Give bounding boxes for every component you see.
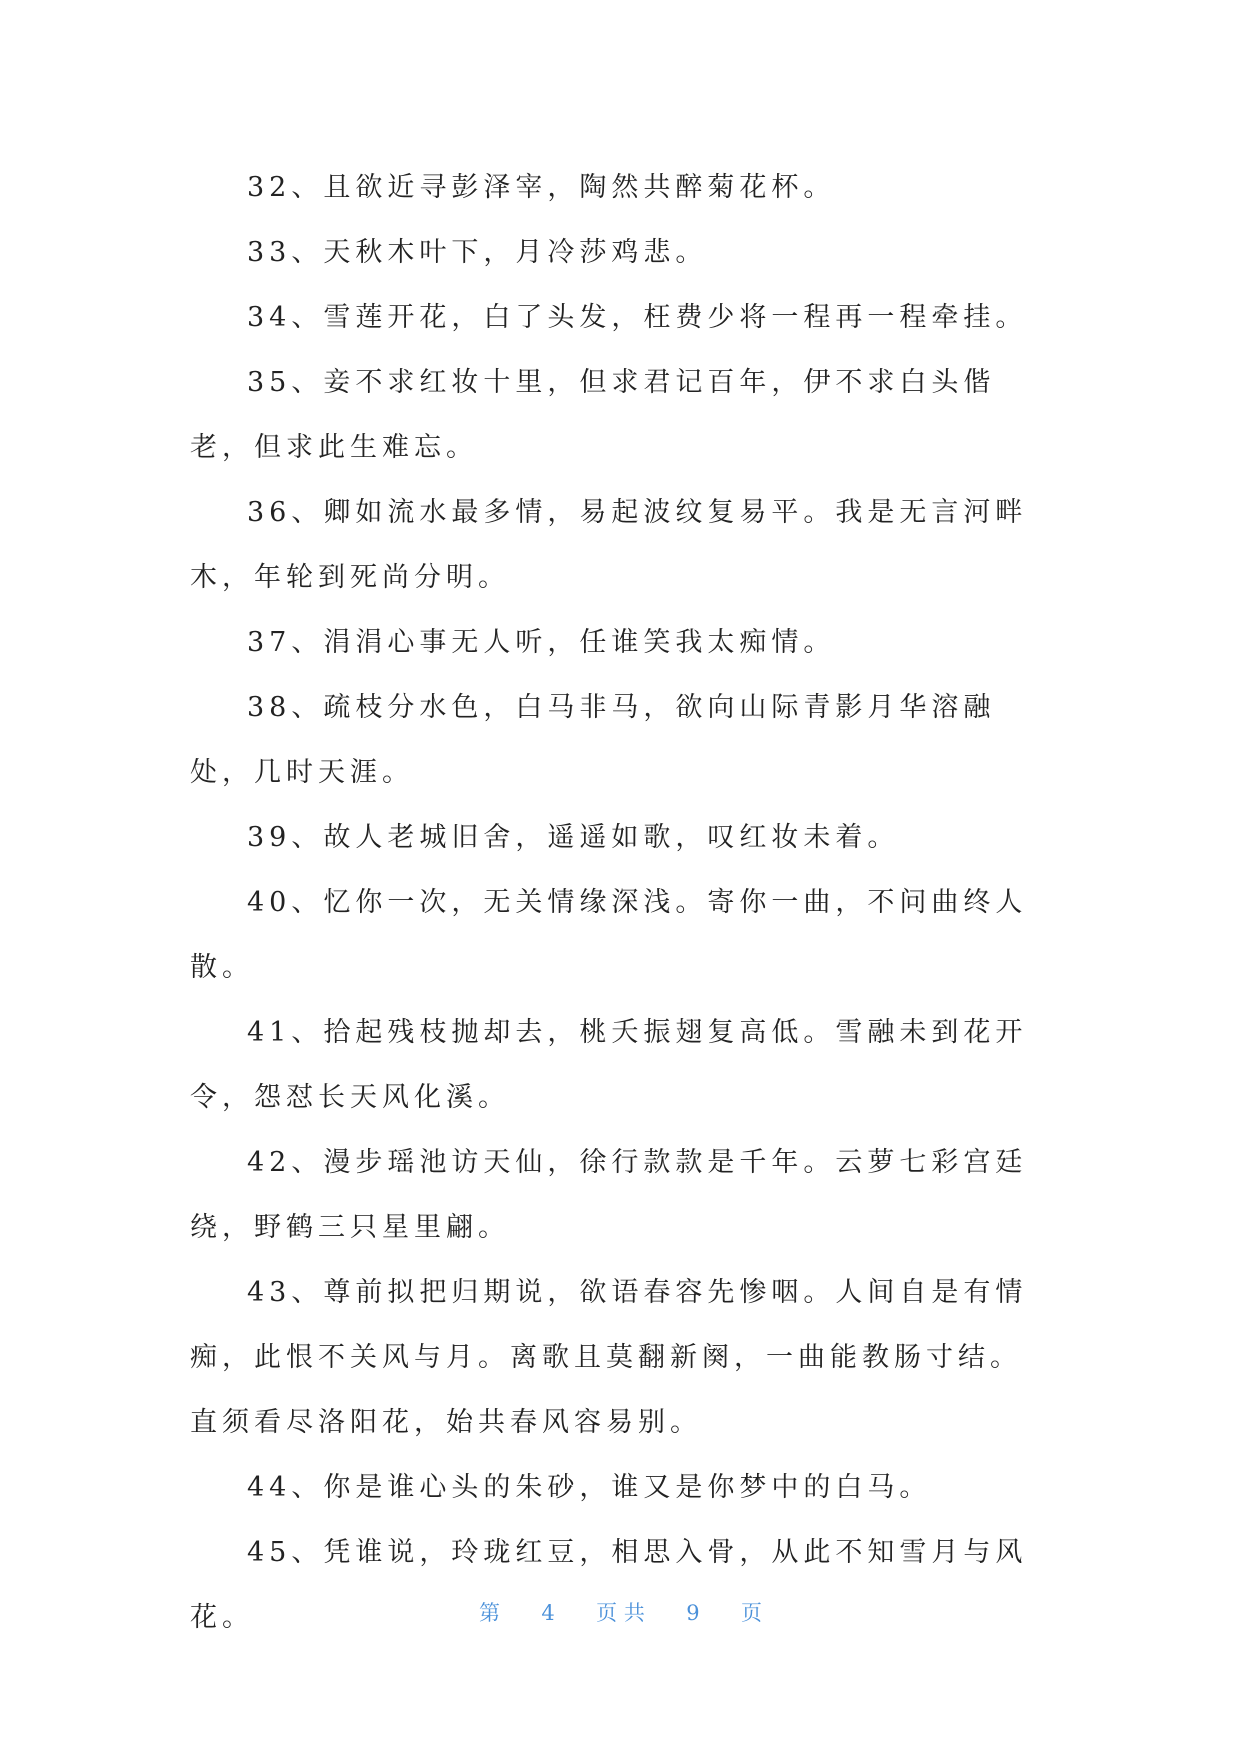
paragraph-43: 43、尊前拟把归期说，欲语春容先惨咽。人间自是有情痴，此恨不关风与月。离歌且莫翻新阕，一曲能教肠寸结。直须看尽洛阳花，始共春风容易别。: [190, 1277, 1028, 1438]
paragraph-41: 41、拾起残枝抛却去，桃夭振翅复高低。雪融未到花开令，怨怼长天风化溪。: [190, 1017, 1028, 1113]
footer-suffix: 页: [740, 1601, 762, 1625]
paragraph-39: 39、故人老城旧舍，遥遥如歌，叹红妆未着。: [247, 822, 900, 853]
paragraph-33: 33、天秋木叶下，月冷莎鸡悲。: [247, 237, 708, 268]
paragraph-38: 38、疏枝分水色，白马非马，欲向山际青影月华溶融处，几时天涯。: [190, 692, 996, 788]
paragraph-32: 32、且欲近寻彭泽宰，陶然共醉菊花杯。: [247, 172, 836, 203]
footer-current-page: 4: [541, 1601, 555, 1625]
paragraph-36: 36、卿如流水最多情，易起波纹复易平。我是无言河畔木，年轮到死尚分明。: [190, 497, 1028, 593]
page-footer: [0, 1597, 1241, 1627]
paragraph-40: 40、忆你一次，无关情缘深浅。寄你一曲，不问曲终人散。: [190, 887, 1028, 983]
footer-prefix: 第: [479, 1601, 501, 1625]
footer-middle: 页 共: [596, 1601, 645, 1625]
paragraph-35: 35、妾不求红妆十里，但求君记百年，伊不求白头偕老，但求此生难忘。: [190, 367, 996, 463]
paragraph-34: 34、雪莲开花，白了头发，枉费少将一程再一程牵挂。: [247, 302, 1028, 333]
paragraph-45: 45、凭谁说，玲珑红豆，相思入骨，从此不知雪月与风花。: [190, 1537, 1028, 1633]
paragraph-44: 44、你是谁心头的朱砂，谁又是你梦中的白马。: [247, 1472, 932, 1503]
footer-total-pages: 9: [686, 1601, 700, 1625]
paragraph-37: 37、涓涓心事无人听，任谁笑我太痴情。: [247, 627, 836, 658]
paragraph-42: 42、漫步瑶池访天仙，徐行款款是千年。云萝七彩宫廷绕，野鹤三只星里翩。: [190, 1147, 1028, 1243]
document-body: [190, 155, 1040, 1650]
